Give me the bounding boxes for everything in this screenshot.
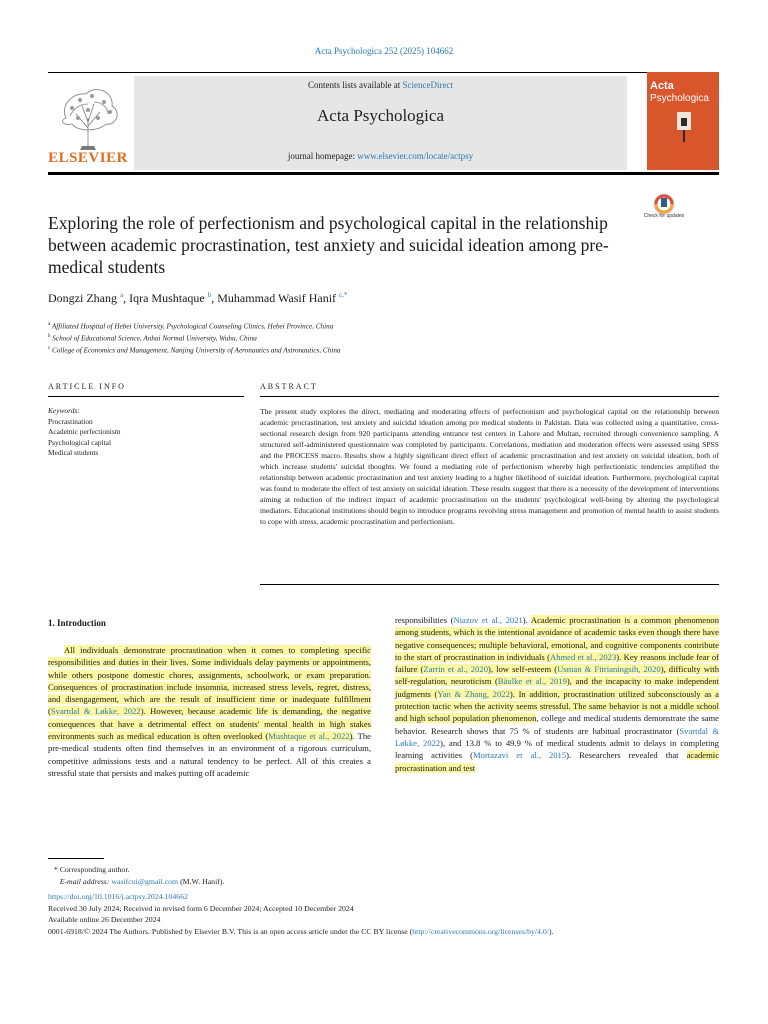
affiliation-item	[48, 344, 698, 356]
sciencedirect-link[interactable]: ScienceDirect	[402, 80, 453, 90]
available-online: Available online 26 December 2024	[48, 915, 161, 924]
body-column-left	[48, 644, 371, 779]
keyword-item: Psychological capital	[48, 437, 112, 447]
contents-availability	[134, 80, 627, 90]
author-name[interactable]: Dongzi Zhang	[48, 291, 117, 305]
keywords-block	[48, 406, 244, 459]
citation-link[interactable]: Svartdal & Løkke, 2022	[395, 725, 719, 748]
license-line	[48, 926, 728, 938]
affiliation-text: School of Educational Science, Anhui Normal University, Wuhu, China	[52, 334, 257, 343]
footnotes	[48, 864, 728, 937]
author-affiliation-marker[interactable]: c,*	[339, 291, 348, 299]
highlighted-text: ), low self-esteem (	[488, 664, 558, 675]
highlighted-text: All individuals demonstrate procrastination when it comes to completing specific responsibilities and duties in their lives. Some individuals delay payments or appointments, while others postpone domestic chores, assignments, schoolwork, or exam preparation. Consequences of procrastination include insomnia, increased stress levels, regret, distress, and disengagement, which are the result of insufficient time or inadequate fulfillment (	[48, 645, 371, 717]
keyword-item: Academic perfectionism	[48, 427, 121, 436]
keyword-item: Procrastination	[48, 416, 93, 426]
footnote-rule	[48, 858, 104, 859]
body-text: ). Researchers revealed that	[566, 750, 687, 761]
citation-link[interactable]: Bäulke et al., 2019	[497, 676, 567, 687]
email-suffix: (M.W. Hanif).	[178, 876, 225, 886]
journal-homepage	[134, 151, 627, 161]
license-suffix: ).	[548, 926, 554, 936]
publisher-logo-text: ELSEVIER	[48, 150, 128, 166]
author-affiliation-marker[interactable]: a	[119, 291, 124, 299]
keyword-item: Medical students	[48, 448, 99, 457]
doi-line	[48, 891, 728, 903]
license-text: 0001-6918/© 2024 The Authors. Published by Elsevier B.V. This is an open access article under the CC BY license (	[48, 926, 413, 936]
body-column-right	[395, 614, 719, 774]
email-label: E-mail address:	[59, 876, 112, 886]
affiliation-marker: b	[48, 333, 51, 339]
body-text: ).	[522, 615, 531, 625]
check-for-updates-label[interactable]: Check for updates	[643, 213, 685, 219]
citation-link[interactable]: Mortazavi et al., 2015	[473, 750, 567, 761]
intro-paragraph	[48, 644, 371, 779]
body-text: , college and medical students demonstrate the same behavior. Research shows that 75 % of students are habitual procrastinator (	[395, 713, 719, 736]
intro-paragraph-continued	[395, 614, 719, 774]
homepage-prefix: journal homepage:	[287, 151, 358, 161]
author-name[interactable]: Muhammad Wasif Hanif	[217, 291, 337, 305]
citation-link[interactable]: Zarrin et al., 2020	[423, 664, 488, 675]
body-text: ), and 13.8 % to 49.9 % of medical students admit to delays in completing learning activities (	[395, 737, 719, 761]
license-link[interactable]: http://creativecommons.org/licenses/by/4.0/	[412, 926, 549, 936]
abstract-heading: ABSTRACT	[260, 382, 318, 391]
citation-link[interactable]: Mushtaque et al., 2022	[268, 731, 350, 742]
author-name[interactable]: Iqra Mushtaque	[129, 291, 205, 305]
doi-link[interactable]: https://doi.org/10.1016/j.actpsy.2024.104662	[48, 892, 188, 901]
citation-link[interactable]: Niazov et al., 2021	[453, 615, 523, 625]
affiliation-item	[48, 320, 698, 332]
email-link[interactable]: wasifcui@gmail.com	[111, 876, 179, 886]
affiliation-text: Affiliated Hospital of Hebei University, Psychological Counseling Clinics, Hebei Province, China	[51, 322, 334, 331]
check-for-updates-icon[interactable]	[646, 193, 682, 229]
highlighted-text: ). However, because academic life is demanding, the negative consequences that have a detrimental effect on students' mental health in high stakes environments such as medical education is often overlooked (	[48, 706, 371, 742]
cover-title-line2: Psychologica	[650, 93, 709, 104]
highlighted-text: ), difficulty with self-regulation, neuroticism (	[395, 664, 719, 687]
corresponding-author-note: * Corresponding author.	[48, 865, 130, 874]
affiliation-item	[48, 332, 698, 344]
cover-title-line1: Acta	[650, 80, 674, 92]
header-bottom-rule	[48, 172, 719, 175]
author-list: Dongzi Zhang $^a$, Iqra Mushtaque $^b$, Muhammad Wasif Hanif $^{c,*}$	[48, 291, 348, 305]
highlighted-text: Academic procrastination is a common phenomenon among students, which is the intentional avoidance of academic tasks even though there have negative consequences; multiple behavioral, emotional, and cognitive components contribute to the start of procrastination in individuals (	[395, 615, 719, 662]
abstract-text: The present study explores the direct, mediating and moderating effects of perfectionism and psychological capital on the relationship between academic procrastination, test anxiety and suicidal ideation among pre medical students in Pakistan. Data was collected using a quantitative, cross-sectional research design from 920 participants attending entrance test centers in Lahore and Multan, recruited through convenience sampling. A structured self-administered questionnaire was completed by participants. Correlations, mediation and moderation effects were assessed using SPSS and the PROCESS macro. Results show a highly significant direct effect of academic procrastination and test anxiety on suicidal ideation, both of which increase students' suicidal thoughts. We found a mediating role of perfectionism whereby high perfectionistic tendencies amplified the relationship between academic procrastination and test anxiety leading to a higher likelihood of suicidal ideation. Furthermore, psychological capital was found to moderate the effect of test anxiety on suicidal ideation. These results suggest that there is a necessity of the development of interventions aiming at reduction of the indirect impact of academic procrastination on the students' psychological well-being by altering the psychological mediators. Educational institutions should begin to introduce programs revolving stress management and promotion of mental health to assist students to cope with stress, academic procrastination and perfectionism.	[260, 407, 719, 527]
affiliation-marker: a	[48, 322, 51, 327]
highlighted-text: )	[349, 731, 353, 742]
highlighted-text: academic procrastination and test	[395, 750, 720, 773]
introduction-heading: 1. Introduction	[48, 618, 106, 628]
highlighted-text: ), and the incapacity to make independent judgments (	[395, 676, 719, 699]
affiliation-list	[48, 320, 698, 356]
contents-prefix: Contents lists available at	[308, 80, 403, 90]
article-info-heading: ARTICLE INFO	[48, 382, 126, 391]
affiliation-text: College of Economics and Management, Nanjing University of Aeronautics and Astronautics, China	[52, 346, 341, 355]
header-top-rule	[48, 72, 719, 73]
keywords-label: Keywords:	[48, 406, 80, 415]
article-title: Exploring the role of perfectionism and psychological capital in the relationship between academic procrastination, test anxiety and suicidal ideation among pre-medical students	[48, 213, 609, 277]
highlighted-text: ). Key reasons include fear of failure (	[395, 651, 719, 675]
abstract-bottom-rule	[260, 584, 719, 585]
article-info-rule	[48, 396, 244, 397]
body-text: responsibilities (	[395, 615, 454, 625]
citation-link[interactable]: Ahmed et al., 2023	[549, 651, 617, 662]
affiliation-marker: c	[48, 345, 51, 351]
received-dates: Received 30 July 2024; Received in revised form 6 December 2024; Accepted 10 December 2024	[48, 903, 354, 913]
body-text: . The pre-medical students often find themselves in an environment of a rigorous curriculum, competitive admissions tests and a natural tendency to be perfect. All of this creates a stressful state that persists and makes putting off academic	[48, 731, 371, 778]
corresponding-author-text: Corresponding author.	[59, 865, 130, 874]
journal-citation-link[interactable]: Acta Psychologica 252 (2025) 104662	[314, 46, 454, 56]
abstract-rule	[260, 396, 719, 397]
email-note	[48, 876, 728, 888]
homepage-link[interactable]: www.elsevier.com/locate/actpsy	[357, 151, 474, 161]
citation-link[interactable]: Yan & Zhang, 2022	[437, 688, 510, 699]
highlighted-text: ). In addition, procrastination utilized subconsciously as a protection tactic when the activity seems stressful. The same behavior is not a middle school and high school population phenomenon	[395, 688, 719, 724]
author-affiliation-marker[interactable]: b	[207, 291, 212, 299]
journal-title: Acta Psychologica	[317, 106, 444, 125]
citation-link[interactable]: Svartdal & Løkke, 2022	[50, 706, 141, 717]
citation-link[interactable]: Usman & Fitrianingsih, 2020	[557, 664, 661, 675]
